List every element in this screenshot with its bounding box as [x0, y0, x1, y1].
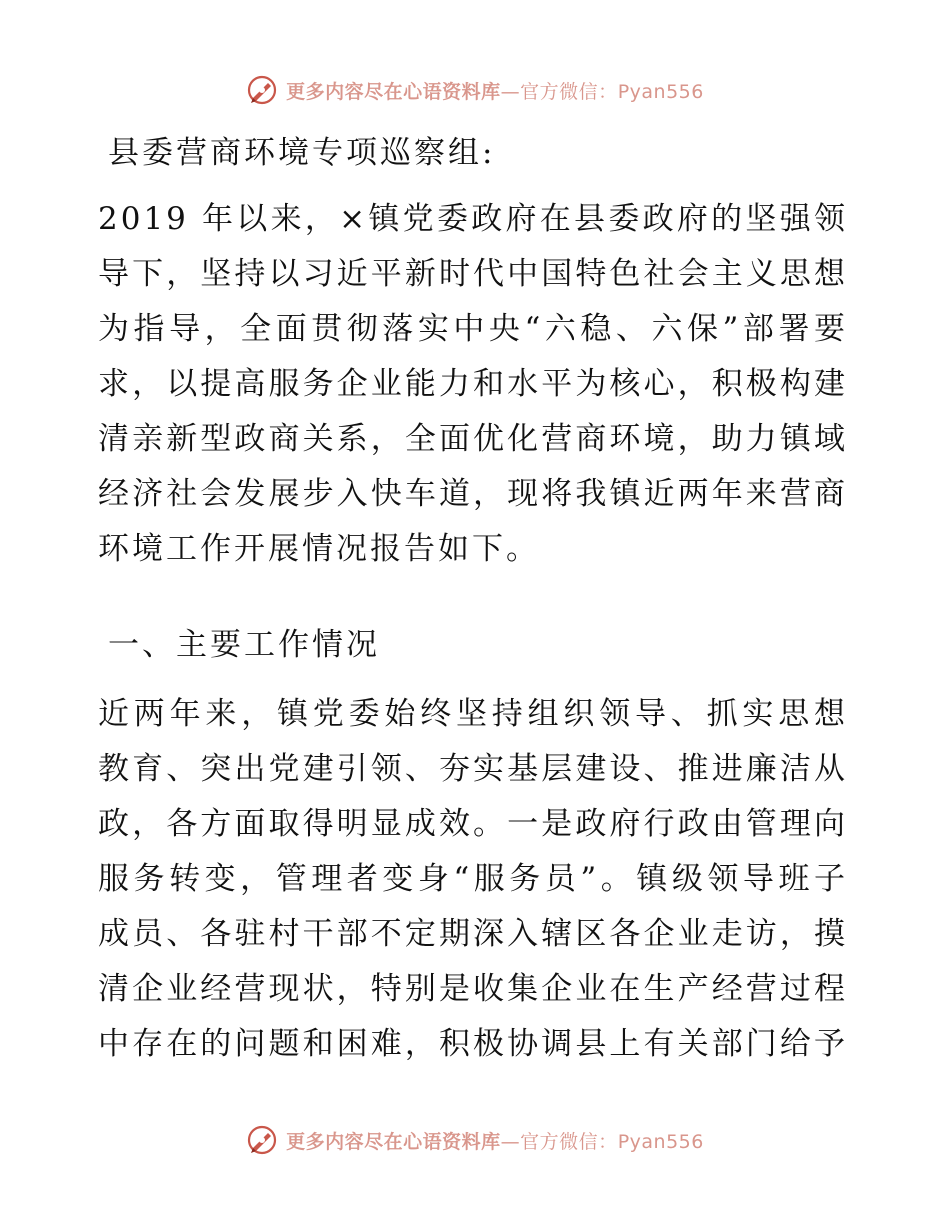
paragraph-line: 环境工作开展情况报告如下。: [98, 531, 540, 567]
paragraph-line: 导下，坚持以习近平新时代中国特色社会主义思想: [98, 256, 848, 292]
watermark-account: Pyan556: [617, 1130, 704, 1153]
watermark-header: [0, 70, 950, 110]
watermark-separator: —: [500, 80, 521, 103]
watermark-text: [286, 1127, 704, 1154]
watermark-official: 官方微信：: [520, 1130, 618, 1153]
paragraph-line: 2019 年以来，×镇党委政府在县委政府的坚强领: [98, 201, 848, 237]
paragraph-line: 清亲新型政商关系，全面优化营商环境，助力镇域: [98, 421, 848, 457]
paragraph-line: 清企业经营现状，特别是收集企业在生产经营过程: [98, 971, 848, 1007]
paragraph-line: 为指导，全面贯彻落实中央“六稳、六保”部署要: [98, 311, 848, 347]
paragraph-line: 近两年来，镇党委始终坚持组织领导、抓实思想: [98, 696, 848, 732]
watermark-footer: [0, 1120, 950, 1160]
paragraph-intro: [98, 192, 848, 577]
paragraph-line: 政，各方面取得明显成效。一是政府行政由管理向: [98, 806, 848, 842]
paragraph-line: 经济社会发展步入快车道，现将我镇近两年来营商: [98, 476, 848, 512]
watermark-brand: 更多内容尽在心语资料库: [286, 1130, 501, 1153]
paragraph-line: 服务转变，管理者变身“服务员”。镇级领导班子: [98, 861, 848, 897]
watermark-account: Pyan556: [617, 80, 704, 103]
paragraph-main-work: [98, 687, 848, 1072]
watermark-official: 官方微信：: [520, 80, 618, 103]
paragraph-line: 求，以提高服务企业能力和水平为核心，积极构建: [98, 366, 848, 402]
section-heading: 一、主要工作情况: [108, 627, 380, 663]
watermark-text: [286, 77, 704, 104]
paragraph-line: 教育、突出党建引领、夯实基层建设、推进廉洁从: [98, 751, 848, 787]
paragraph-line: 中存在的问题和困难，积极协调县上有关部门给予: [98, 1026, 848, 1062]
watermark-separator: —: [500, 1130, 521, 1153]
paragraph-line: 成员、各驻村干部不定期深入辖区各企业走访，摸: [98, 916, 848, 952]
pen-logo-icon: [246, 74, 278, 106]
pen-logo-icon: [246, 1124, 278, 1156]
watermark-brand: 更多内容尽在心语资料库: [286, 80, 501, 103]
salutation: 县委营商环境专项巡察组:: [108, 135, 496, 171]
